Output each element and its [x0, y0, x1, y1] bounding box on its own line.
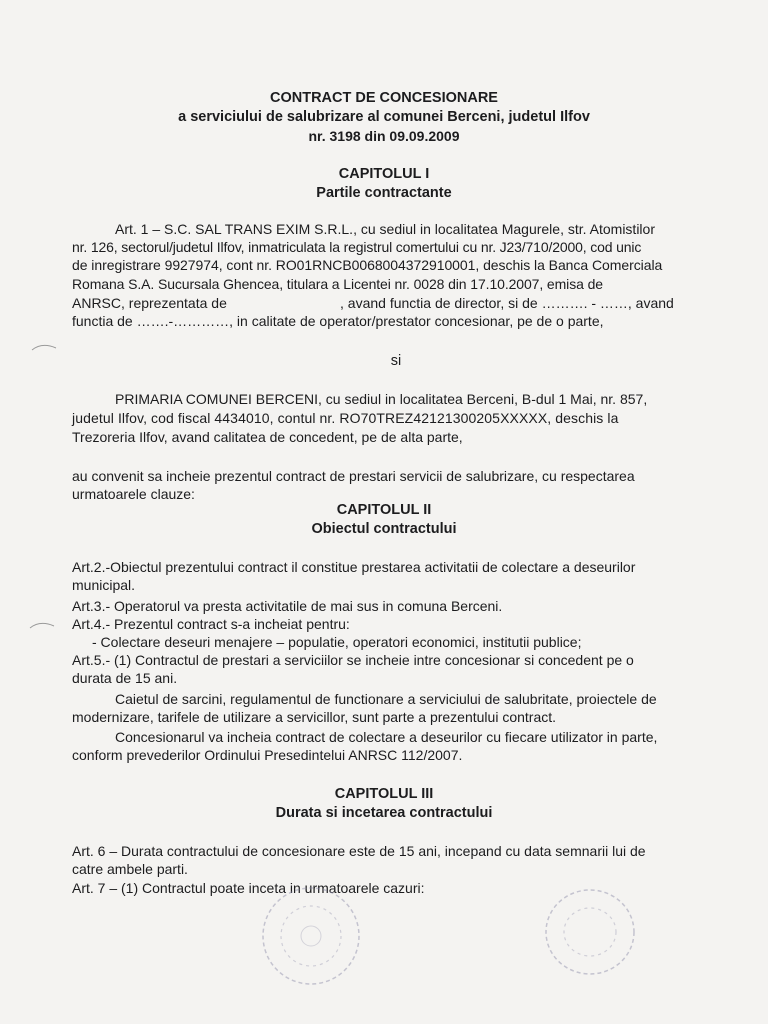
contract-number: nr. 3198 din 09.09.2009: [308, 128, 460, 144]
chapter2-subheading: Obiectul contractului: [311, 521, 457, 537]
chapter2-line-9: modernizare, tarifele de utilizare a servicillor, sunt parte a prezentului contract.: [72, 709, 557, 725]
art1-line-3: de inregistrare 9927974, cont nr. RO01RNCB0068004372910001, deschis la Banca Comerciala: [72, 257, 663, 273]
chapter2-line-6: Art.5.- (1) Contractul de prestari a serviciilor se incheie intre concesionar si concedent pe o: [72, 652, 634, 668]
art1-line-5b: , avand functia de director, si de ………. - ……, avand: [340, 295, 674, 311]
chapter2-line-4: Art.4.- Prezentul contract s-a incheiat pentru:: [72, 616, 350, 632]
chapter3-subheading: Durata si incetarea contractului: [275, 805, 493, 821]
contract-title: CONTRACT DE CONCESIONARE: [270, 90, 498, 106]
chapter1-subheading: Partile contractante: [316, 185, 452, 201]
left-stamp-impression: [255, 880, 367, 992]
primaria-line-3: Trezoreria Ilfov, avand calitatea de concedent, pe de alta parte,: [72, 429, 463, 445]
right-stamp-impression: [540, 885, 640, 980]
convenit-line-1: au convenit sa incheie prezentul contract de prestari servicii de salubrizare, cu respectarea: [72, 468, 635, 484]
chapter2-line-8: Caietul de sarcini, regulamentul de functionare a serviciului de salubritate, proiectele de: [115, 691, 657, 707]
art1-line-4: Romana S.A. Sucursala Ghencea, titulara a Licentei nr. 0028 din 17.10.2007, emisa de: [72, 276, 603, 292]
primaria-line-1: PRIMARIA COMUNEI BERCENI, cu sediul in localitatea Berceni, B-dul 1 Mai, nr. 857,: [115, 391, 648, 407]
chapter2-line-5: - Colectare deseuri menajere – populatie, operatori economici, institutii publice;: [92, 634, 582, 650]
chapter3-line-3: Art. 7 – (1) Contractul poate inceta in urmatoarele cazuri:: [72, 880, 425, 896]
art1-line-5a: ANRSC, reprezentata de: [72, 295, 227, 311]
chapter1-heading: CAPITOLUL I: [338, 166, 430, 182]
primaria-line-2: judetul Ilfov, cod fiscal 4434010, contul nr. RO70TREZ42121300205XXXXX, deschis la: [72, 410, 619, 426]
chapter3-line-2: catre ambele parti.: [72, 861, 188, 877]
chapter3-line-1: Art. 6 – Durata contractului de concesionare este de 15 ani, incepand cu data semnarii lui de: [72, 843, 646, 859]
si-separator: si: [390, 353, 402, 369]
chapter2-line-2: municipal.: [72, 577, 136, 593]
chapter3-heading: CAPITOLUL III: [334, 786, 434, 802]
art1-line-2: nr. 126, sectorul/judetul Ilfov, inmatriculata la registrul comertului cu nr. J23/710/2000, cod unic: [72, 239, 642, 255]
chapter2-line-1: Art.2.-Obiectul prezentului contract il constitue prestarea activitatii de colectare a deseurilor: [72, 559, 636, 575]
margin-scan-mark: [30, 340, 60, 354]
chapter2-line-10: Concesionarul va incheia contract de colectare a deseurilor cu fiecare utilizator in parte,: [115, 729, 658, 745]
chapter2-line-11: conform prevederilor Ordinului Presedintelui ANRSC 112/2007.: [72, 747, 463, 763]
convenit-line-2: urmatoarele clauze:: [72, 486, 195, 502]
contract-subtitle: a serviciului de salubrizare al comunei Berceni, judetul Ilfov: [178, 109, 590, 125]
chapter2-line-3: Art.3.- Operatorul va presta activitatile de mai sus in comuna Berceni.: [72, 598, 503, 614]
chapter2-heading: CAPITOLUL II: [336, 502, 432, 518]
margin-scan-mark-2: [28, 618, 58, 632]
art1-line-1: Art. 1 – S.C. SAL TRANS EXIM S.R.L., cu sediul in localitatea Magurele, str. Atomistilor: [115, 221, 655, 237]
art1-line-6: functia de …….-…………, in calitate de operator/prestator concesionar, pe de o parte,: [72, 313, 604, 329]
chapter2-line-7: durata de 15 ani.: [72, 670, 178, 686]
